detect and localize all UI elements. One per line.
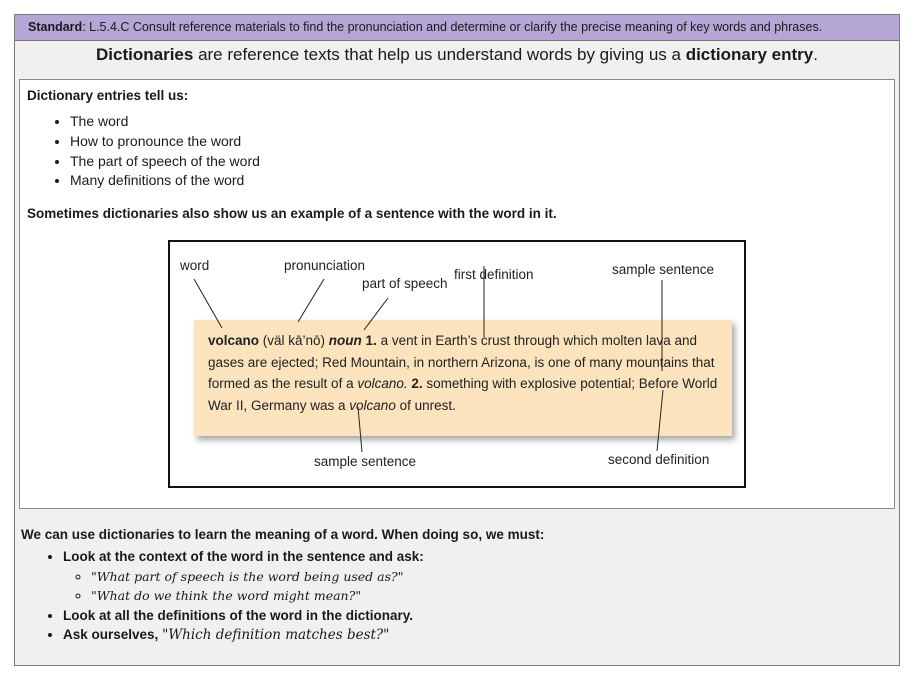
step-3-quote: "Which definition matches best?" — [162, 627, 390, 643]
label-part-of-speech: part of speech — [362, 276, 448, 291]
list-item — [63, 547, 424, 606]
sometimes-note: Sometimes dictionaries also show us an example of a sentence with the word in it. — [27, 206, 557, 221]
intro-bold-dictionaries: Dictionaries — [96, 45, 194, 64]
intro-text: are reference texts that help us understand words by giving us a — [193, 45, 686, 64]
label-sample-sentence-bottom: sample sentence — [314, 454, 417, 469]
list-item: • Many definitions of the word — [70, 171, 260, 191]
entry-definition-1: a vent in Earth’s crust through which molten lava and gases are ejected; Red Mountain, in northern Arizona, is one of many mountains that formed as the result of a — [208, 333, 715, 391]
step-1-text: Look at the context of the word in the sentence and ask: — [63, 549, 424, 564]
entries-list — [50, 112, 260, 191]
steps-title: We can use dictionaries to learn the meaning of a word. When doing so, we must: — [21, 527, 545, 542]
intro-bold-entry: dictionary entry — [685, 45, 814, 64]
list-item: • The part of speech of the word — [70, 152, 260, 172]
label-word: word — [180, 258, 210, 273]
label-sample-sentence-top: sample sentence — [612, 262, 715, 277]
entries-title: Dictionary entries tell us: — [27, 88, 189, 103]
dictionary-entry-figure — [168, 240, 746, 488]
second-definition-pointer-line — [657, 390, 663, 451]
list-item: • Look at all the definitions of the word in the dictionary. — [63, 606, 424, 626]
label-pronunciation: pronunciation — [284, 258, 366, 273]
entry-number-1: 1. — [361, 333, 377, 348]
list-item: • The word — [70, 112, 260, 132]
steps-list — [41, 547, 424, 646]
standard-label: Standard — [28, 20, 83, 34]
list-item: ◦ "What do we think the word might mean?" — [91, 586, 424, 606]
entry-part-of-speech: noun — [328, 333, 362, 348]
entry-definition-2: something with explosive potential; Before World War II, Germany was a — [208, 376, 718, 413]
part-of-speech-pointer-line — [364, 298, 388, 330]
label-second-definition: second definition — [608, 452, 710, 467]
list-item: • How to pronounce the word — [70, 132, 260, 152]
worksheet-page — [14, 14, 900, 666]
sample-sentence-bottom-pointer-line — [358, 407, 362, 452]
list-item — [63, 625, 424, 646]
sub-questions-list — [63, 567, 424, 606]
entry-example-1: volcano. — [357, 376, 408, 391]
entry-end: of unrest. — [395, 397, 456, 413]
entry-example-2: volcano — [349, 397, 396, 413]
standard-banner — [15, 15, 899, 41]
pronunciation-pointer-line — [298, 279, 324, 322]
entry-headword: volcano — [208, 333, 260, 348]
intro-sentence — [15, 45, 899, 65]
intro-period: . — [813, 45, 818, 64]
entry-pronunciation: (väl kā’nō) — [259, 333, 329, 348]
list-item: ◦ "What part of speech is the word being used as?" — [91, 567, 424, 587]
word-pointer-line — [194, 279, 222, 328]
entry-number-2: 2. — [407, 376, 423, 391]
standard-text: : L.5.4.C Consult reference materials to find the pronunciation and determine or clarify the precise meaning of key words and phrases. — [82, 20, 823, 34]
label-first-definition: first definition — [454, 267, 534, 282]
step-3-prefix: Ask ourselves, — [63, 627, 163, 642]
dictionary-entry-box — [19, 79, 895, 509]
